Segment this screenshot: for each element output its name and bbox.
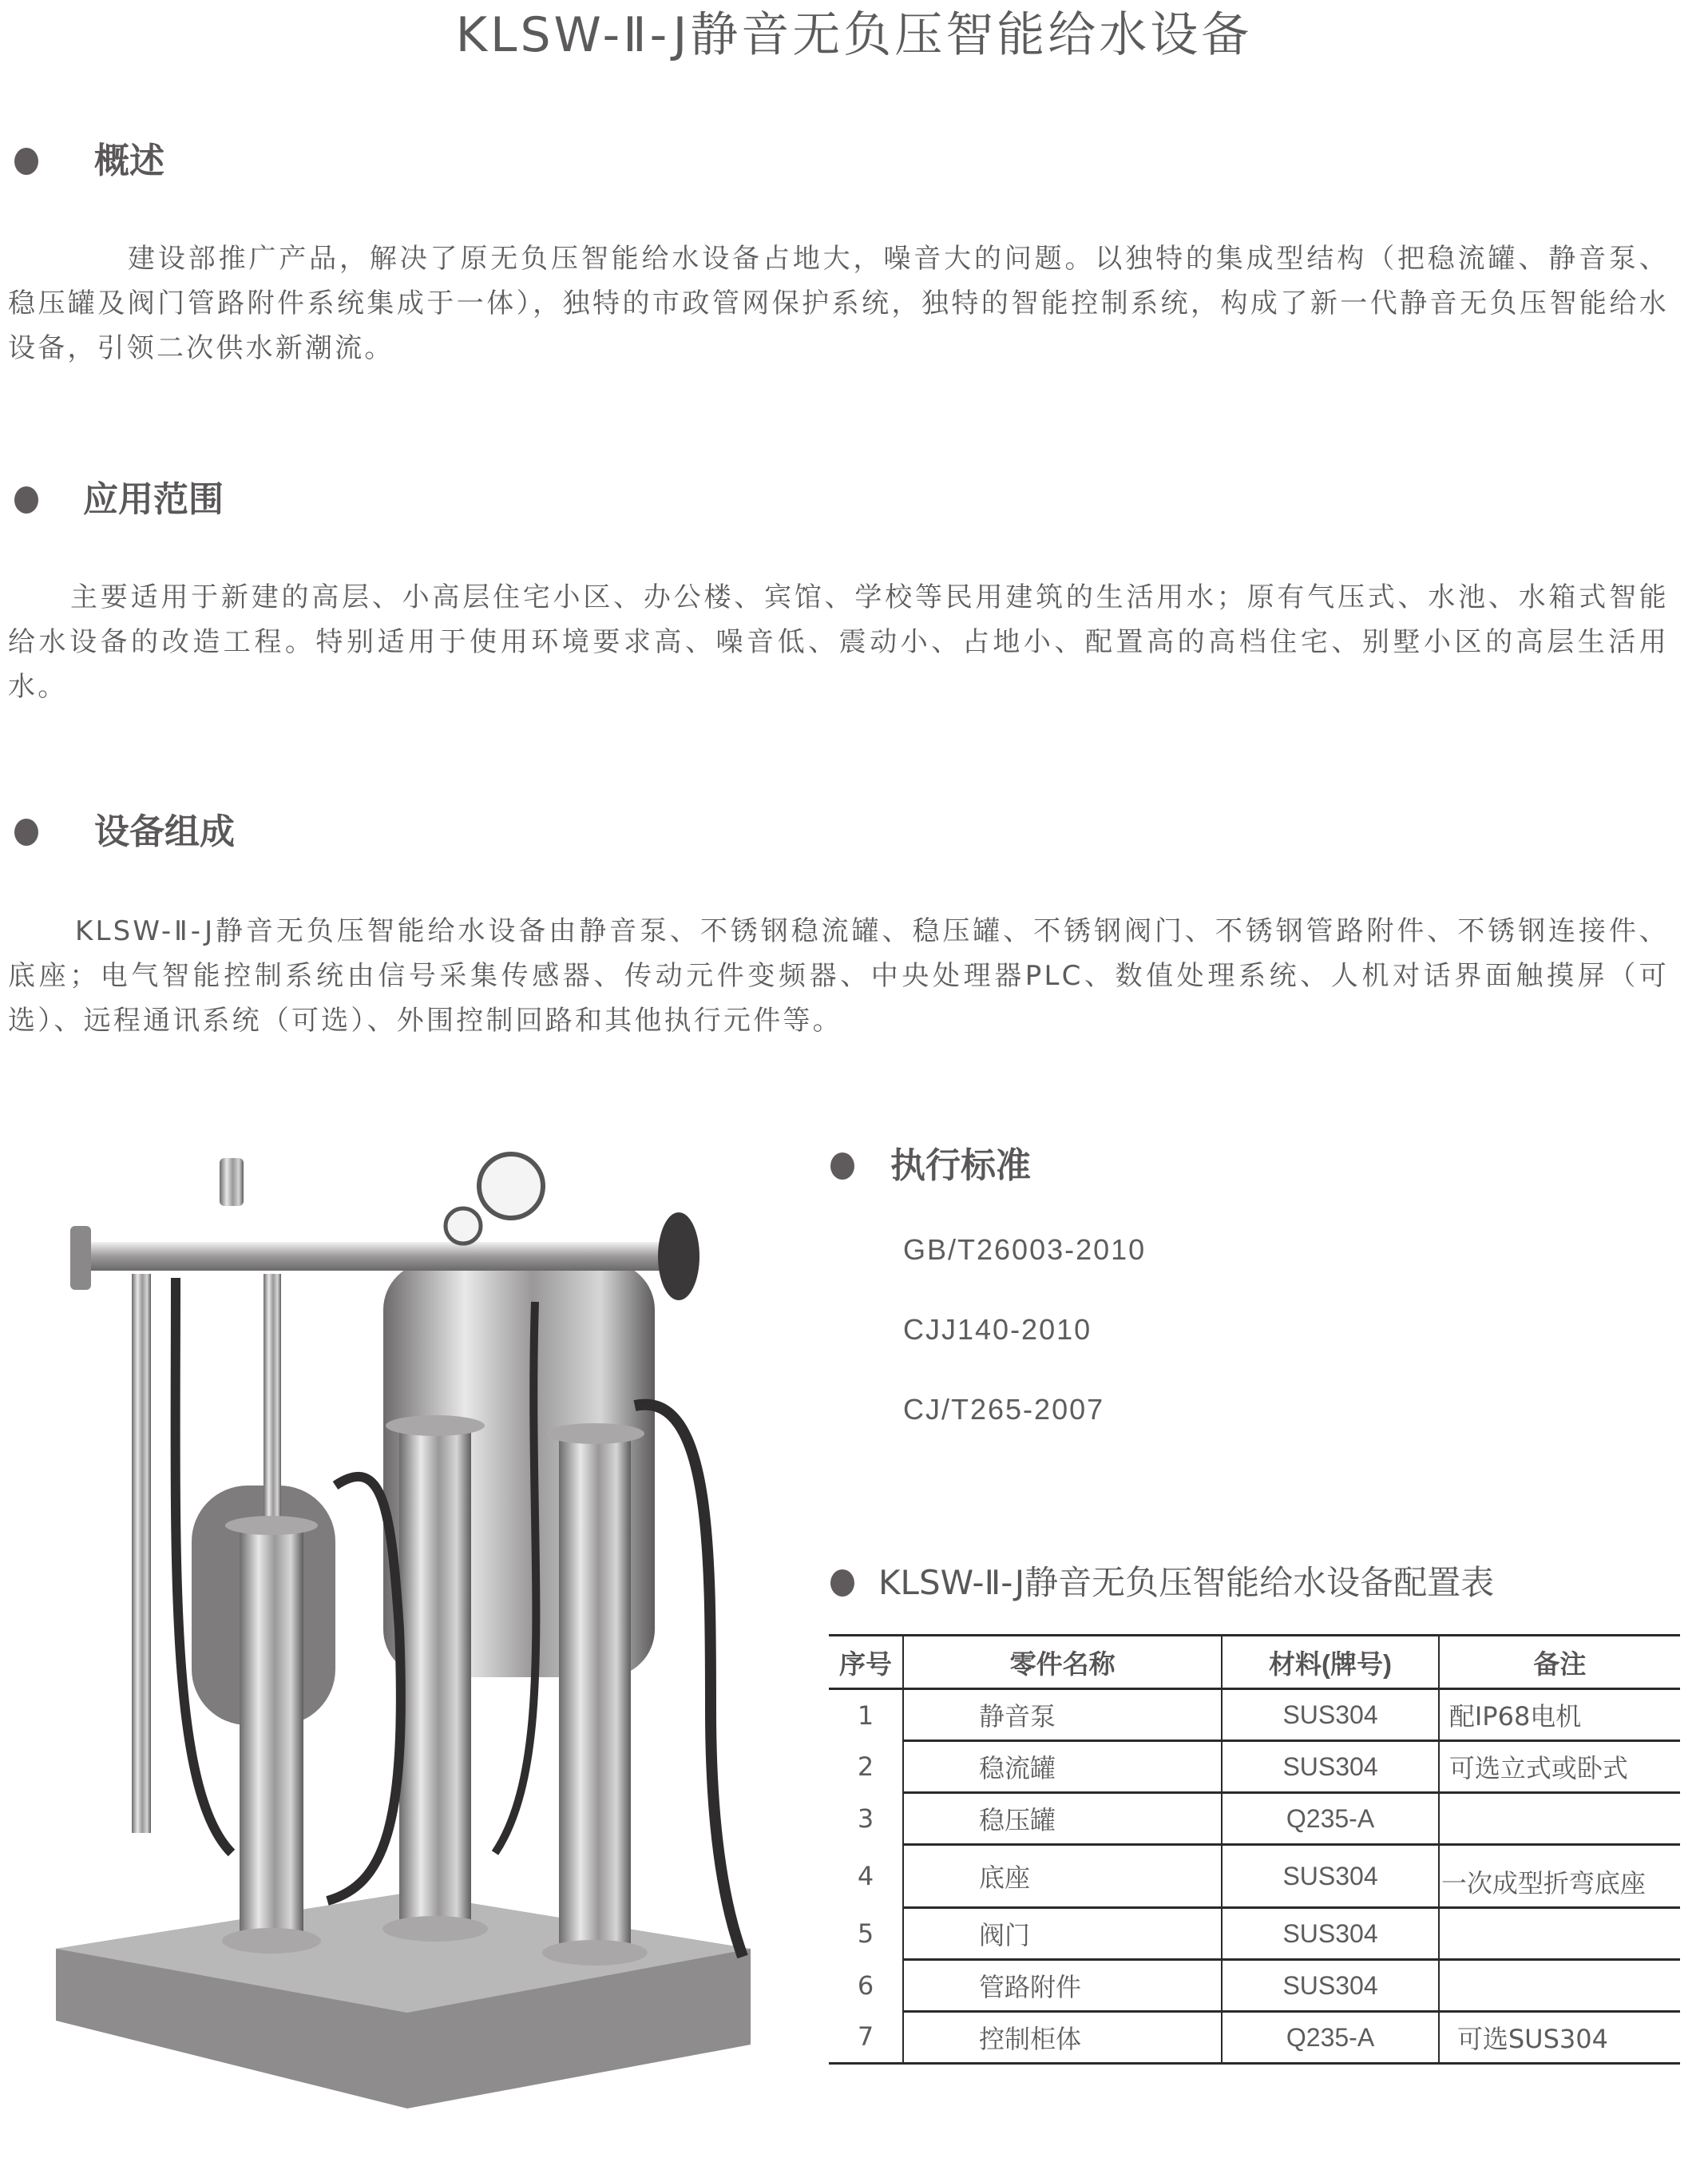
bullet-icon	[14, 486, 38, 514]
bullet-icon	[830, 1569, 854, 1597]
cell-remark: 可选立式或卧式	[1439, 1741, 1680, 1793]
bullet-icon	[830, 1152, 854, 1180]
cell-remark: 一次成型折弯底座	[1439, 1845, 1680, 1908]
standard-item: GB/T26003-2010	[903, 1233, 1147, 1266]
cell-no: 4	[857, 1861, 874, 1891]
cell-material: SUS304	[1222, 1960, 1439, 2012]
heading-text: 设备组成	[94, 811, 235, 852]
cell-remark: 可选SUS304	[1439, 2012, 1680, 2064]
cell-part-name: 稳流罐	[903, 1741, 1222, 1793]
standard-item: CJ/T265-2007	[903, 1393, 1105, 1426]
cell-material: SUS304	[1222, 1741, 1439, 1793]
cell-part-name: 静音泵	[903, 1689, 1222, 1741]
table-row	[829, 1689, 1680, 1741]
cell-no: 3	[857, 1803, 874, 1834]
section-heading-composition	[14, 808, 235, 856]
cell-material: SUS304	[1222, 1908, 1439, 1960]
bullet-icon	[14, 148, 38, 175]
table-row	[829, 2012, 1680, 2064]
page-title: KLSW-Ⅱ-J静音无负压智能给水设备	[455, 7, 1253, 63]
standard-item: CJJ140-2010	[903, 1313, 1092, 1346]
cell-material: Q235-A	[1222, 2012, 1439, 2064]
cell-part-name: 阀门	[903, 1908, 1222, 1960]
cell-remark	[1439, 1960, 1680, 2012]
col-header-no: 序号	[829, 1636, 903, 1689]
overview-paragraph: 建设部推广产品，解决了原无负压智能给水设备占地大，噪音大的问题。以独特的集成型结构（把稳流罐、静音泵、稳压罐及阀门管路附件系统集成于一体），独特的市政管网保护系统，独特的智能控制系统，构成了新一代静音无负压智能给水设备，引领二次供水新潮流。	[8, 243, 1669, 364]
heading-text: KLSW-Ⅱ-J静音无负压智能给水设备配置表	[878, 1563, 1495, 1602]
cell-material: SUS304	[1222, 1845, 1439, 1908]
cell-material: Q235-A	[1222, 1793, 1439, 1845]
table-row	[829, 1793, 1680, 1845]
cell-no: 7	[829, 2012, 903, 2064]
scope-paragraph: 主要适用于新建的高层、小高层住宅小区、办公楼、宾馆、学校等民用建筑的生活用水；原有气压式、水池、水箱式智能给水设备的改造工程。特别适用于使用环境要求高、噪音低、震动小、占地小、配置高的高档住宅、别墅小区的高层生活用水。	[8, 581, 1669, 703]
col-header-part-name: 零件名称	[903, 1636, 1222, 1689]
cell-no: 5	[857, 1918, 874, 1949]
heading-text: 执行标准	[890, 1145, 1031, 1186]
cell-no: 1	[857, 1700, 874, 1731]
table-row	[829, 1908, 1680, 1960]
section-heading-scope	[14, 476, 224, 524]
col-header-material: 材料(牌号)	[1222, 1636, 1439, 1689]
section-heading-standards	[830, 1142, 1031, 1190]
cell-material: SUS304	[1222, 1689, 1439, 1741]
cell-part-name: 稳压罐	[903, 1793, 1222, 1845]
table-row	[829, 1845, 1680, 1908]
equipment-photo	[48, 1150, 767, 2132]
cell-no: 6	[857, 1970, 874, 2001]
config-table	[829, 1634, 1680, 2065]
cell-part-name: 底座	[903, 1845, 1222, 1908]
table-header-row	[829, 1636, 1680, 1689]
cell-no: 2	[857, 1751, 874, 1782]
cell-part-name: 控制柜体	[903, 2012, 1222, 2064]
section-heading-overview	[14, 137, 164, 185]
standards-list	[903, 1226, 1146, 1466]
table-row	[829, 1741, 1680, 1793]
bullet-icon	[14, 819, 38, 846]
col-header-remark: 备注	[1439, 1636, 1680, 1689]
cell-part-name: 管路附件	[903, 1960, 1222, 2012]
section-heading-config-table	[830, 1559, 1494, 1607]
heading-text: 应用范围	[83, 479, 224, 520]
table-row	[829, 1960, 1680, 2012]
cell-remark	[1439, 1908, 1680, 1960]
heading-text: 概述	[94, 141, 164, 181]
composition-paragraph: KLSW-Ⅱ-J静音无负压智能给水设备由静音泵、不锈钢稳流罐、稳压罐、不锈钢阀门、不锈钢管路附件、不锈钢连接件、底座；电气智能控制系统由信号采集传感器、传动元件变频器、中央处理器PLC、数值处理系统、人机对话界面触摸屏（可选）、远程通讯系统（可选）、外围控制回路和其他执行元件等。	[8, 915, 1669, 1037]
cell-remark	[1439, 1793, 1680, 1845]
cell-remark: 配IP68电机	[1439, 1689, 1680, 1741]
